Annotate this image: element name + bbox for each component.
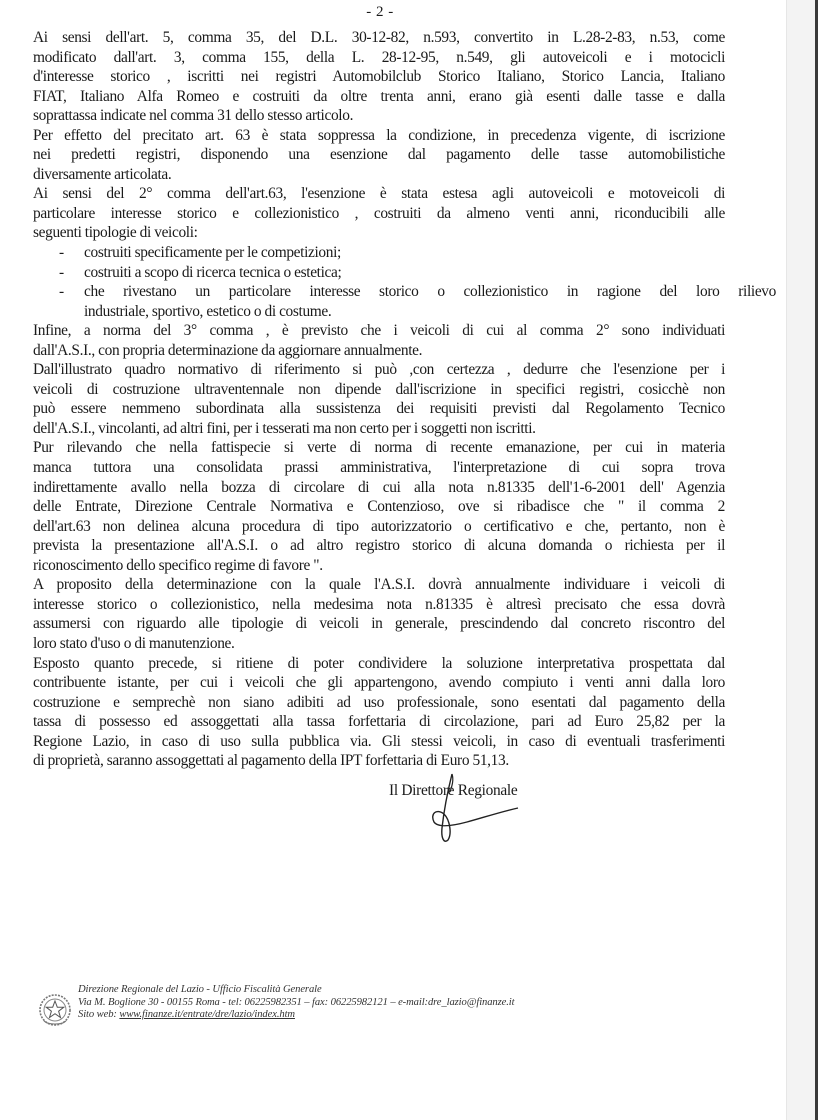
italian-republic-emblem-icon xyxy=(38,993,72,1027)
text-line: manca tuttora una consolidata prassi amministrativa, l'interpretazione di cui sopra trova xyxy=(33,459,725,477)
bullet-text: industriale, sportivo, estetico o di costume. xyxy=(84,302,332,320)
text-line: soprattassa indicate nel comma 31 dello stesso articolo. xyxy=(33,107,354,125)
footer-address: Via M. Boglione 30 - 00155 Roma - tel: 06225982351 – fax: 06225982121 – e-mail:dre_lazio@finanze.it xyxy=(78,996,515,1008)
footer-website-line xyxy=(78,1009,515,1022)
text-line: nei predetti registri, disponendo una esenzione dal pagamento delle tasse automobilistiche xyxy=(33,146,725,164)
text-line: delle Entrate, Direzione Centrale Normativa e Contenzioso, ove si ribadisce che " il comma 2 xyxy=(33,498,725,516)
text-line: contribuente istante, per cui i veicoli che gli appartengono, avendo compiuto i venti anni dalla loro xyxy=(33,674,725,692)
text-line: loro stato d'uso o di manutenzione. xyxy=(33,634,235,652)
bullet-item-line xyxy=(33,263,776,283)
text-line: riconoscimento dello specifico regime di favore ". xyxy=(33,556,323,574)
text-line: costruzione e semprechè non siano adibiti ad uso professionale, sono esentati dal pagamento della xyxy=(33,693,725,711)
footer-office: Direzione Regionale del Lazio - Ufficio Fiscalità Generale xyxy=(78,984,322,995)
text-line: interesse storico o collezionistico, nella medesima nota n.81335 è altresì precisato che essa dovrà xyxy=(33,595,725,613)
text-line: dall'A.S.I., con propria determinazione da aggiornare annualmente. xyxy=(33,341,423,359)
text-line: prevista la presentazione all'A.S.I. o ad altro registro storico di alcuna domanda o richiesta per il xyxy=(33,537,725,555)
text-line: può essere nemmeno subordinata alla sussistenza dei requisiti previsti dal Regolamento Tecnico xyxy=(33,400,725,418)
text-line: A proposito della determinazione con la quale l'A.S.I. dovrà annualmente individuare i veicoli di xyxy=(33,576,725,594)
letterhead-footer xyxy=(78,984,515,1022)
text-line: Infine, a norma del 3° comma , è previsto che i veicoli di cui al comma 2° sono individuati xyxy=(33,322,725,340)
text-line: veicoli di costruzione ultraventennale non dipende dall'iscrizione in specifici registri, cosicchè non xyxy=(33,380,725,398)
bullet-text: che rivestano un particolare interesse storico o collezionistico in ragione del loro rilievo xyxy=(84,283,776,301)
text-line: indirettamente avallo nella bozza di circolare di cui alla nota n.81335 dell'1-6-2001 dell' Agenzia xyxy=(33,478,725,496)
text-line: assumersi con riguardo alle tipologie di veicoli in generale, prescindendo dal concreto riscontro del xyxy=(33,615,725,633)
scan-margin-band xyxy=(786,0,816,1120)
text-line: particolare interesse storico e collezionistico , costruiti da almeno venti anni, riconducibili alle xyxy=(33,204,725,222)
footer-website-link[interactable]: www.finanze.it/entrate/dre/lazio/index.htm xyxy=(119,1009,295,1020)
text-line: modificato dall'art. 3, comma 155, della L. 28-12-95, n.549, gli autoveicoli e i motocicli xyxy=(33,48,725,66)
bullet-item-line xyxy=(33,243,776,263)
text-line: Esposto quanto precede, si ritiene di poter condividere la soluzione interpretativa prospettata dal xyxy=(33,654,725,672)
footer-website-label: Sito web: xyxy=(78,1009,120,1020)
text-line: Dall'illustrato quadro normativo di riferimento si può ,con certezza , dedurre che l'esenzione per i xyxy=(33,361,725,379)
text-line: Per effetto del precitato art. 63 è stata soppressa la condizione, in precedenza vigente, di iscrizione xyxy=(33,126,725,144)
bullet-dash: - xyxy=(59,283,64,301)
text-line: Ai sensi dell'art. 5, comma 35, del D.L. 30-12-82, n.593, convertito in L.28-2-83, n.53, come xyxy=(33,29,725,46)
bullet-item-line xyxy=(33,282,776,302)
text-line: di proprietà, saranno assoggettati al pagamento della IPT forfettaria di Euro 51,13. xyxy=(33,752,509,770)
bullet-item-line xyxy=(33,302,776,322)
text-line: dell'A.S.I., vincolanti, ad altri fini, per i tesserati ma non certo per i soggetti non iscritti. xyxy=(33,419,536,437)
page-number: - 2 - xyxy=(366,4,394,20)
text-line: Regione Lazio, in caso di uso sulla pubblica via. Gli stessi veicoli, in caso di eventuali trasferimenti xyxy=(33,732,725,750)
bullet-dash: - xyxy=(59,244,64,262)
text-line: Pur rilevando che nella fattispecie si verte di norma di recente emanazione, per cui in materia xyxy=(33,439,725,457)
handwritten-signature-icon xyxy=(422,770,532,850)
text-line: Ai sensi del 2° comma dell'art.63, l'esenzione è stata estesa agli autoveicoli e motoveicoli di xyxy=(33,185,725,203)
bullet-text: costruiti a scopo di ricerca tecnica o estetica; xyxy=(84,263,342,281)
signature-title: Il Direttore Regionale xyxy=(389,782,518,799)
text-line: FIAT, Italiano Alfa Romeo e costruiti da oltre trenta anni, erano già esenti dalle tasse e dalla xyxy=(33,87,725,105)
text-line: diversamente articolata. xyxy=(33,165,172,183)
bullet-dash: - xyxy=(59,263,64,281)
text-line: dell'art.63 non delinea alcuna procedura di tipo autorizzatorio o certificativo e che, pertanto, non è xyxy=(33,517,725,535)
text-line: tassa di possesso ed assoggettati alla tassa forfettaria di circolazione, pari ad Euro 25,82 per la xyxy=(33,713,725,731)
text-line: seguenti tipologie di veicoli: xyxy=(33,224,198,242)
letter-body xyxy=(33,28,776,771)
text-line: d'interesse storico , iscritti nei registri Automobilclub Storico Italiano, Storico Lancia, Italiano xyxy=(33,68,725,86)
bullet-text: costruiti specificamente per le competizioni; xyxy=(84,244,341,262)
